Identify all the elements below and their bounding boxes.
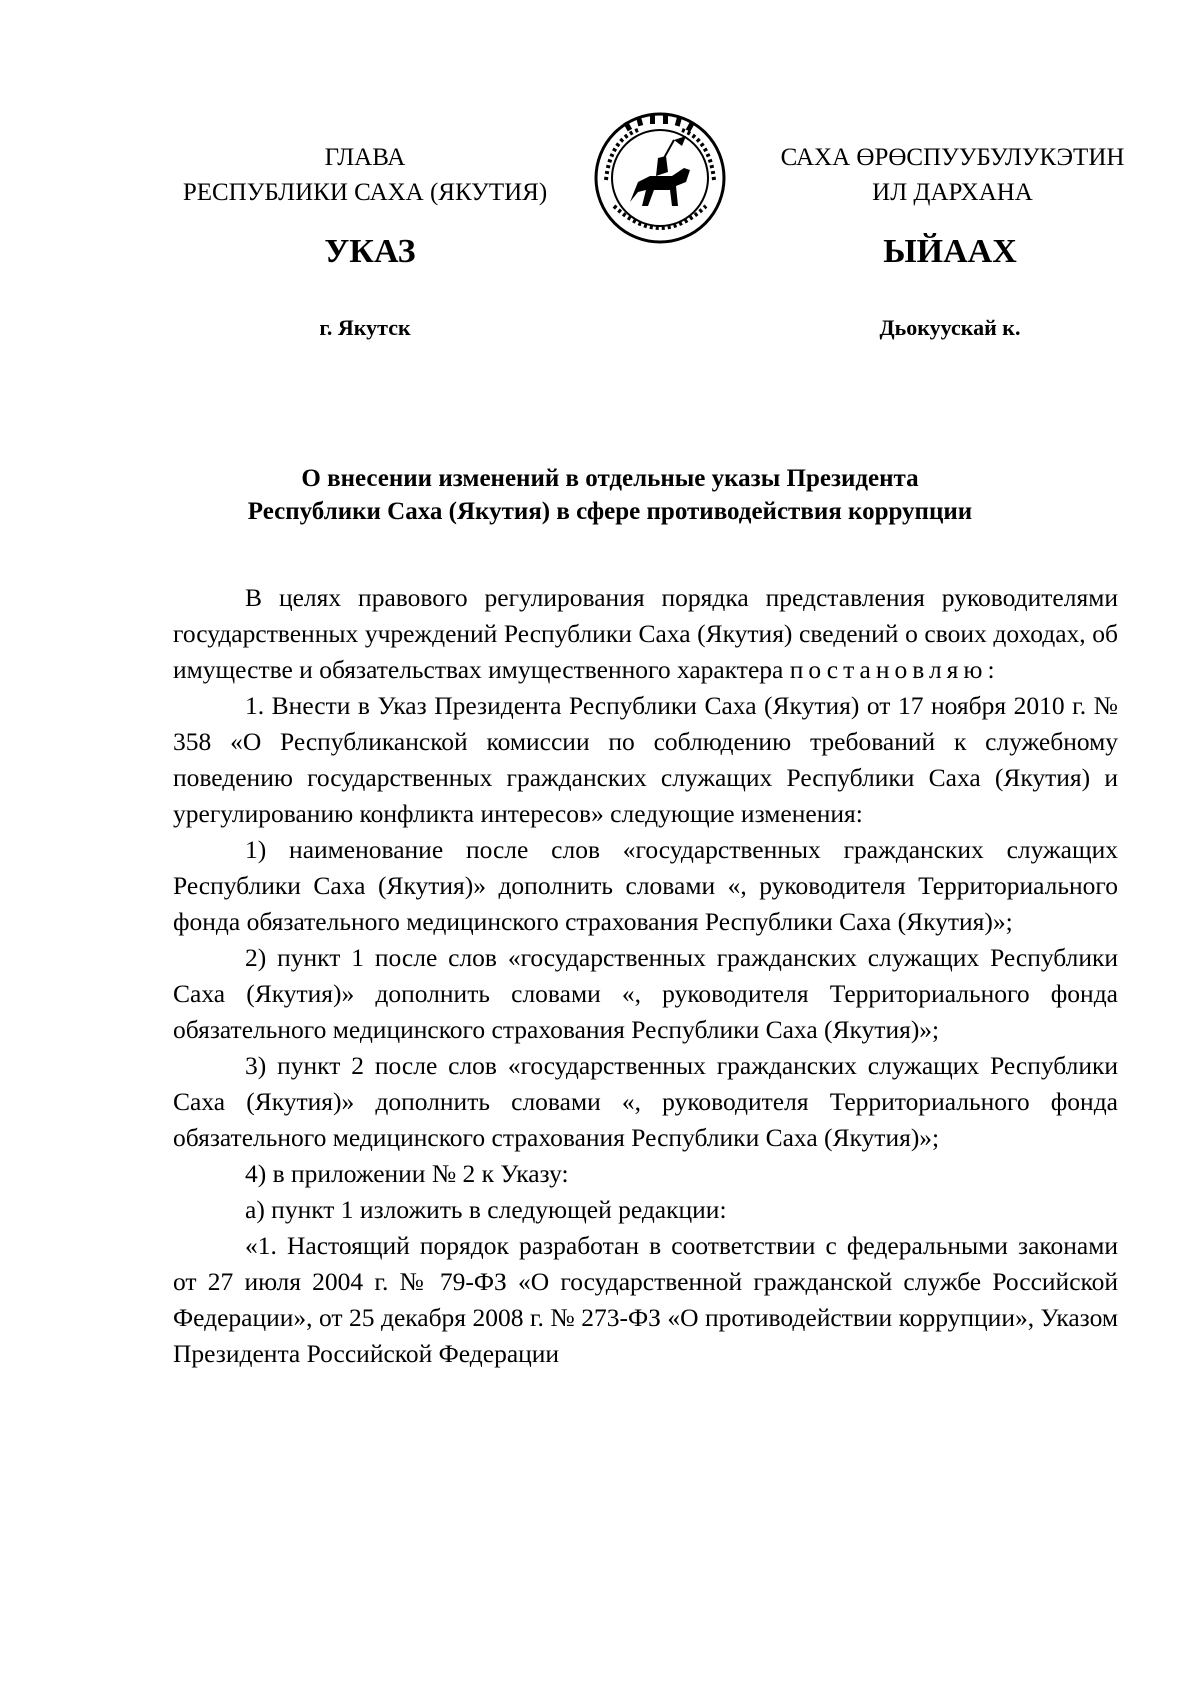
header-left-line2: РЕСПУБЛИКИ САХА (ЯКУТИЯ) [182,179,548,206]
preamble-paragraph [173,580,1118,688]
doc-type-right: ЫЙААХ [883,233,1017,270]
decree-word: постановляю: [789,655,1000,684]
preamble-text: В целях правового регулирования порядка представления руководителями государственных учреждений Республики Саха (Якутия) сведений о своих доходах, об имуществе и обязательствах имущественного характера [173,583,1118,684]
document-title [150,462,1070,528]
subitem-3: 3) пункт 2 после слов «государственных гражданских служащих Республики Саха (Якутия)» дополнить словами «, руководителя Территориального фонда обязательного медицинского страхования Республики Саха (Якутия)»; [173,1051,1118,1152]
header-right [745,140,1160,210]
city-right: Дьокуускай к. [879,315,1021,340]
header-left-line1: ГЛАВА [324,144,406,171]
quoted-item-1: «1. Настоящий порядок разработан в соответствии с федеральными законами от 27 июля 2004 г. № 79-ФЗ «О государственной гражданской службе Российской Федерации», от 25 декабря 2008 г. № 273-ФЗ «О противодействии коррупции», Указом Президента Российской Федерации [173,1231,1118,1368]
item-1: 1. Внести в Указ Президента Республики Саха (Якутия) от 17 ноября 2010 г. № 358 «О Республиканской комиссии по соблюдению требований к служебному поведению государственных гражданских служащих Республики Саха (Якутия) и урегулированию конфликта интересов» следующие изменения: [173,691,1118,828]
document-body [173,580,1118,1372]
subitem-4: 4) в приложении № 2 к Указу: [245,1159,569,1188]
city-left: г. Якутск [319,315,411,340]
coat-of-arms-emblem [592,110,728,246]
header-left [150,140,580,210]
subitem-2: 2) пункт 1 после слов «государственных гражданских служащих Республики Саха (Якутия)» дополнить словами «, руководителя Территориального фонда обязательного медицинского страхования Республики Саха (Якутия)»; [173,943,1118,1044]
header-right-line1: САХА ӨРӨСПУУБУЛУКЭТИН [780,144,1125,171]
title-line1: О внесении изменений в отдельные указы Президента [301,465,919,492]
subitem-4a: а) пункт 1 изложить в следующей редакции: [245,1195,727,1224]
doc-type-left: УКАЗ [324,233,416,270]
title-line2: Республики Саха (Якутия) в сфере противодействия коррупции [247,498,973,525]
subitem-1: 1) наименование после слов «государственных гражданских служащих Республики Саха (Якутия)» дополнить словами «, руководителя Территориального фонда обязательного медицинского страхования Республики Саха (Якутия)»; [173,835,1118,936]
header-right-line2: ИЛ ДАРХАНА [872,179,1033,206]
